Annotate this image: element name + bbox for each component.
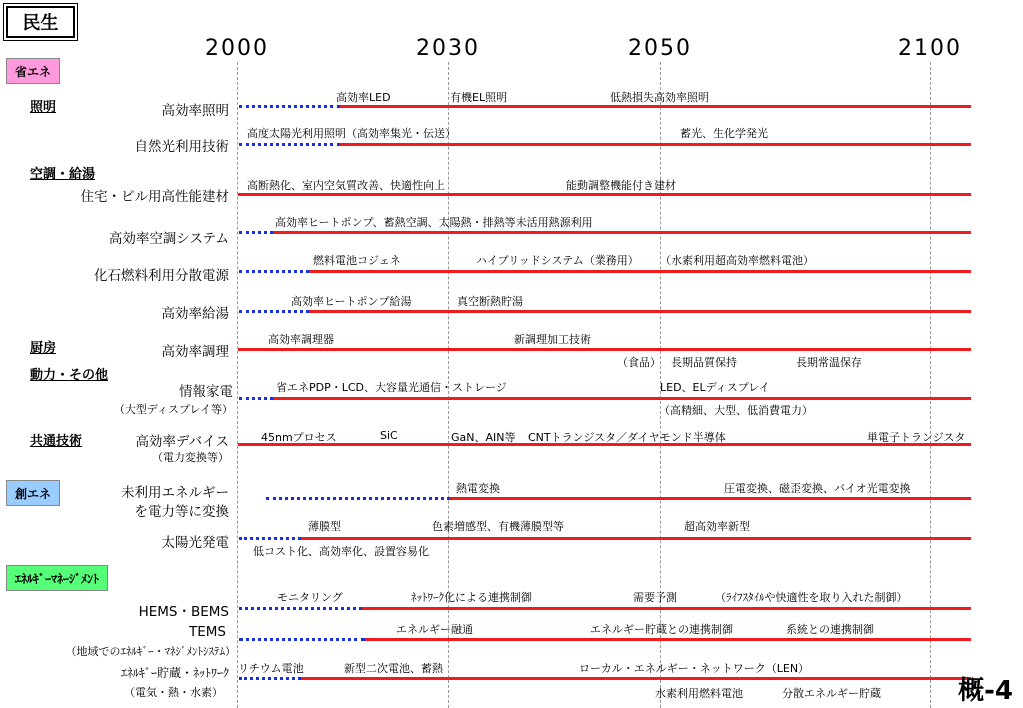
annotation-pdp-lcd: 省エネPDP・LCD、大容量光通信・ストレージ: [276, 381, 507, 394]
page-number: 概-4: [958, 676, 1013, 706]
red-line-distributed-power: [309, 270, 971, 273]
annotation-grid-coordination: 系統との連携制御: [786, 623, 874, 636]
annotation-hydrogen-fuel-cell: （水素利用超高効率燃料電池）: [660, 254, 814, 267]
annotation-room-temp-storage: 長期常温保存: [796, 356, 862, 369]
annotation-single-electron: 単電子トランジスタ: [867, 431, 966, 444]
annotation-45nm: 45nmプロセス: [261, 431, 337, 444]
row-label-solar-power: 太陽光発電: [161, 535, 229, 551]
annotation-len: ローカル・エネルギー・ネットワーク（LEN）: [579, 662, 810, 675]
row-label-hems-bems: HEMS・BEMS: [138, 604, 229, 620]
annotation-new-cooking: 新調理加工技術: [514, 333, 591, 346]
annotation-hybrid-system: ハイブリッドシステム（業務用）: [476, 254, 639, 267]
section-title-box: [3, 3, 78, 41]
red-line-water-heating: [309, 310, 971, 313]
annotation-low-cost: 低コスト化、高効率化、設置容易化: [253, 545, 429, 558]
dotted-line-hvac: [239, 231, 273, 234]
row-label-tems: TEMS: [189, 624, 226, 640]
dotted-line-info-appliances: [239, 397, 273, 400]
subcategory-hvac: 空調・給湯: [30, 167, 96, 182]
dotted-line-unused-energy: [266, 497, 450, 500]
annotation-vacuum-insulation: 真空断熱貯湯: [457, 295, 523, 308]
row-sublabel-energy-storage: （電気・熱・水素）: [124, 686, 223, 699]
row-label-water-heating: 高効率給湯: [161, 306, 229, 322]
row-sublabel-info-appliances: （大型ディスプレイ等）: [113, 403, 233, 416]
annotation-storage-coordination: エネルギー貯蔵との連携制御: [590, 623, 733, 636]
annotation-led: 高効率LED: [336, 91, 391, 104]
annotation-insulation: 高断熱化、室内空気質改善、快適性向上: [247, 179, 445, 192]
annotation-led-el-display: LED、ELディスプレイ: [660, 381, 770, 394]
annotation-demand-forecast: 需要予測: [633, 591, 677, 604]
category-energy-saving: 省エネ: [6, 58, 60, 84]
annotation-active-materials: 能動調整機能付き建材: [566, 179, 676, 192]
red-line-unused-energy: [450, 497, 971, 500]
annotation-lifestyle-control: （ﾗｲﾌｽﾀｲﾙや快適性を取り入れた制御）: [715, 591, 908, 604]
dotted-line-water-heating: [239, 310, 309, 313]
row-label-devices: 高効率デバイス: [135, 434, 229, 450]
gridline-2000: [237, 62, 238, 708]
subcategory-common-tech: 共通技術: [30, 434, 83, 449]
annotation-luminescence: 蓄光、生化学発光: [680, 127, 768, 140]
red-line-tems: [365, 638, 971, 641]
year-2100: 2100: [898, 36, 962, 61]
red-line-hems-bems: [362, 607, 971, 610]
year-2000: 2000: [205, 36, 269, 61]
annotation-network-control: ﾈｯﾄﾜｰｸ化による連携制御: [411, 591, 532, 604]
annotation-low-heat-loss: 低熱損失高効率照明: [610, 91, 709, 104]
red-line-solar: [301, 537, 971, 540]
row-label-hvac-system: 高効率空調システム: [108, 231, 229, 247]
red-line-hvac: [273, 231, 971, 234]
annotation-thin-film: 薄膜型: [308, 520, 341, 533]
subcategory-lighting: 照明: [30, 100, 57, 115]
row-label-high-efficiency-lighting: 高効率照明: [161, 103, 229, 119]
annotation-organic-el: 有機EL照明: [450, 91, 508, 104]
annotation-dye-sensitized: 色素増感型、有機薄膜型等: [432, 520, 564, 533]
category-energy-creation: 創エネ: [6, 480, 60, 506]
annotation-monitoring: モニタリング: [277, 591, 343, 604]
annotation-sic: SiC: [380, 429, 398, 442]
annotation-food: （食品）: [617, 356, 661, 369]
red-line-building-materials: [238, 193, 971, 196]
annotation-new-battery: 新型二次電池、蓄熱: [344, 662, 443, 675]
year-2050: 2050: [628, 36, 692, 61]
row-label-daylight-use: 自然光利用技術: [134, 139, 229, 155]
annotation-hydrogen-fuel-cell-2: 水素利用燃料電池: [655, 687, 743, 700]
section-title: 民生: [6, 6, 75, 38]
gridline-2100: [930, 62, 931, 708]
row-sublabel-tems: （地域でのｴﾈﾙｷﾞｰ・ﾏﾈｼﾞﾒﾝﾄｼｽﾃﾑ）: [65, 645, 236, 658]
row-label-info-appliances: 情報家電: [179, 384, 233, 400]
row-label-building-materials: 住宅・ビル用高性能建材: [80, 189, 229, 205]
red-line-lighting: [340, 105, 971, 108]
dotted-line-distributed-power: [239, 270, 309, 273]
annotation-ultra-efficient: 超高効率新型: [684, 520, 750, 533]
dotted-line-tems: [239, 638, 365, 641]
dotted-line-solar: [239, 537, 301, 540]
annotation-cooker: 高効率調理器: [268, 333, 334, 346]
row-label-unused-energy-2: を電力等に変換: [134, 504, 229, 520]
annotation-display-features: （高精細、大型、低消費電力）: [659, 404, 813, 417]
category-energy-management: ｴﾈﾙｷﾞｰﾏﾈｰｼﾞﾒﾝﾄ: [6, 565, 108, 591]
dotted-line-hems-bems: [239, 607, 362, 610]
subcategory-power-other: 動力・その他: [30, 368, 109, 383]
annotation-solar-lighting: 高度太陽光利用照明（高効率集光・伝送）: [247, 127, 456, 140]
dotted-line-energy-storage: [239, 677, 301, 680]
row-label-energy-storage: ｴﾈﾙｷﾞｰ貯蔵・ﾈｯﾄﾜｰｸ: [120, 666, 229, 680]
year-2030: 2030: [416, 36, 480, 61]
red-line-daylight: [340, 143, 971, 146]
annotation-gan-ain: GaN、AIN等: [451, 431, 516, 444]
red-line-cooking: [238, 348, 971, 351]
annotation-thermoelectric: 熱電変換: [456, 482, 500, 495]
row-sublabel-devices: （電力変換等）: [152, 451, 229, 464]
red-line-info-appliances: [273, 397, 971, 400]
subcategory-kitchen: 厨房: [30, 341, 57, 356]
annotation-distributed-storage: 分散エネルギー貯蔵: [782, 687, 881, 700]
annotation-energy-interchange: エネルギー融通: [396, 623, 473, 636]
annotation-cnt-diamond: CNTトランジスタ／ダイヤモンド半導体: [528, 431, 726, 444]
row-label-distributed-power: 化石燃料利用分散電源: [94, 268, 229, 284]
dotted-line-lighting: [239, 105, 340, 108]
annotation-lithium-battery: リチウム電池: [238, 662, 304, 675]
annotation-heat-pump: 高効率ヒートポンプ、蓄熱空調、太陽熱・排熱等未活用熱源利用: [275, 216, 593, 229]
row-label-cooking: 高効率調理: [161, 344, 229, 360]
annotation-heat-pump-water: 高効率ヒートポンプ給湯: [291, 295, 412, 308]
annotation-fuel-cell-cogen: 燃料電池コジェネ: [313, 254, 401, 267]
annotation-long-term-quality: 長期品質保持: [671, 356, 737, 369]
annotation-piezo-bio: 圧電変換、磁歪変換、バイオ光電変換: [724, 482, 911, 495]
row-label-unused-energy-1: 未利用エネルギー: [121, 485, 229, 501]
dotted-line-daylight: [239, 143, 340, 146]
red-line-energy-storage: [301, 677, 971, 680]
